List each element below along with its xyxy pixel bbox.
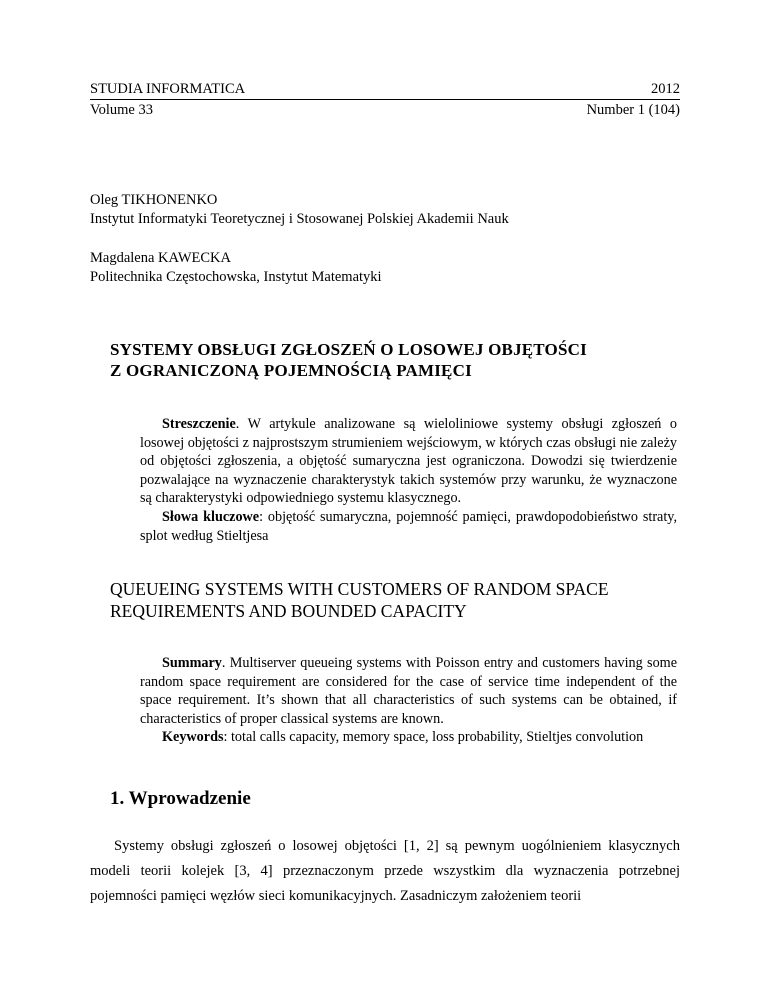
author-affiliation: Politechnika Częstochowska, Instytut Matematyki bbox=[90, 269, 382, 285]
abstract-paragraph bbox=[140, 654, 677, 728]
author-name: Oleg TIKHONENKO bbox=[90, 192, 218, 208]
body-paragraph: Systemy obsługi zgłoszeń o losowej objętości [1, 2] są pewnym uogólnieniem klasycznych modeli teorii kolejek [3, 4] przeznaczonym przede wszystkim dla wyznaczenia potrzebnej pojemności pamięci węzłów sieci komunikacyjnych. Zasadniczym założeniem teorii bbox=[90, 838, 680, 904]
title-line: QUEUEING SYSTEMS WITH CUSTOMERS OF RANDOM SPACE bbox=[110, 579, 609, 599]
paper-title-polish bbox=[110, 339, 587, 381]
journal-name: STUDIA INFORMATICA bbox=[90, 81, 246, 97]
journal-year: 2012 bbox=[651, 81, 680, 97]
abstract-english bbox=[140, 654, 677, 747]
header-rule bbox=[90, 99, 680, 100]
section-heading: 1. Wprowadzenie bbox=[110, 788, 251, 809]
author-name: Magdalena KAWECKA bbox=[90, 250, 231, 266]
keywords-text: : total calls capacity, memory space, loss probability, Stieltjes convolution bbox=[223, 729, 644, 746]
abstract-text: . W artykule analizowane są wieloliniowe systemy obsługi zgłoszeń o losowej objętości z najprostszym strumieniem wejściowym, w których czas obsługi nie zależy od objętości zgłoszenia, a objętość sumaryczna jest ograniczona. Dowodzi się twierdzenie pozwalające na wyznaczenie charakterystyk takich systemów przy warunku, że wyznaczone są charakterystyki odpowiedniego systemu klasycznego. bbox=[140, 416, 677, 507]
keywords-paragraph bbox=[140, 728, 677, 747]
journal-number: Number 1 (104) bbox=[586, 102, 680, 118]
abstract-polish bbox=[140, 415, 677, 545]
abstract-paragraph bbox=[140, 415, 677, 508]
author-affiliation: Instytut Informatyki Teoretycznej i Stosowanej Polskiej Akademii Nauk bbox=[90, 211, 509, 227]
title-line: SYSTEMY OBSŁUGI ZGŁOSZEŃ O LOSOWEJ OBJĘTOŚCI bbox=[110, 340, 587, 359]
keywords-paragraph bbox=[140, 508, 677, 545]
paper-title-english bbox=[110, 578, 609, 622]
keywords-text: : objętość sumaryczna, pojemność pamięci, prawdopodobieństwo straty, splot według Stieltjesa bbox=[140, 508, 677, 544]
title-line: Z OGRANICZONĄ POJEMNOŚCIĄ PAMIĘCI bbox=[110, 361, 472, 380]
keywords-label: Słowa kluczowe bbox=[162, 508, 260, 525]
abstract-text: . Multiserver queueing systems with Poisson entry and customers having some random space requirement are considered for the case of service time independent of the space requirement. It’s shown that all characteristics of such systems can be obtained, if characteristics of proper classical systems are known. bbox=[140, 655, 677, 727]
body-text bbox=[90, 834, 680, 909]
keywords-label: Keywords bbox=[162, 729, 224, 746]
title-line: REQUIREMENTS AND BOUNDED CAPACITY bbox=[110, 601, 467, 621]
abstract-label: Streszczenie bbox=[162, 416, 236, 432]
abstract-label: Summary bbox=[162, 655, 222, 671]
journal-volume: Volume 33 bbox=[90, 102, 153, 118]
